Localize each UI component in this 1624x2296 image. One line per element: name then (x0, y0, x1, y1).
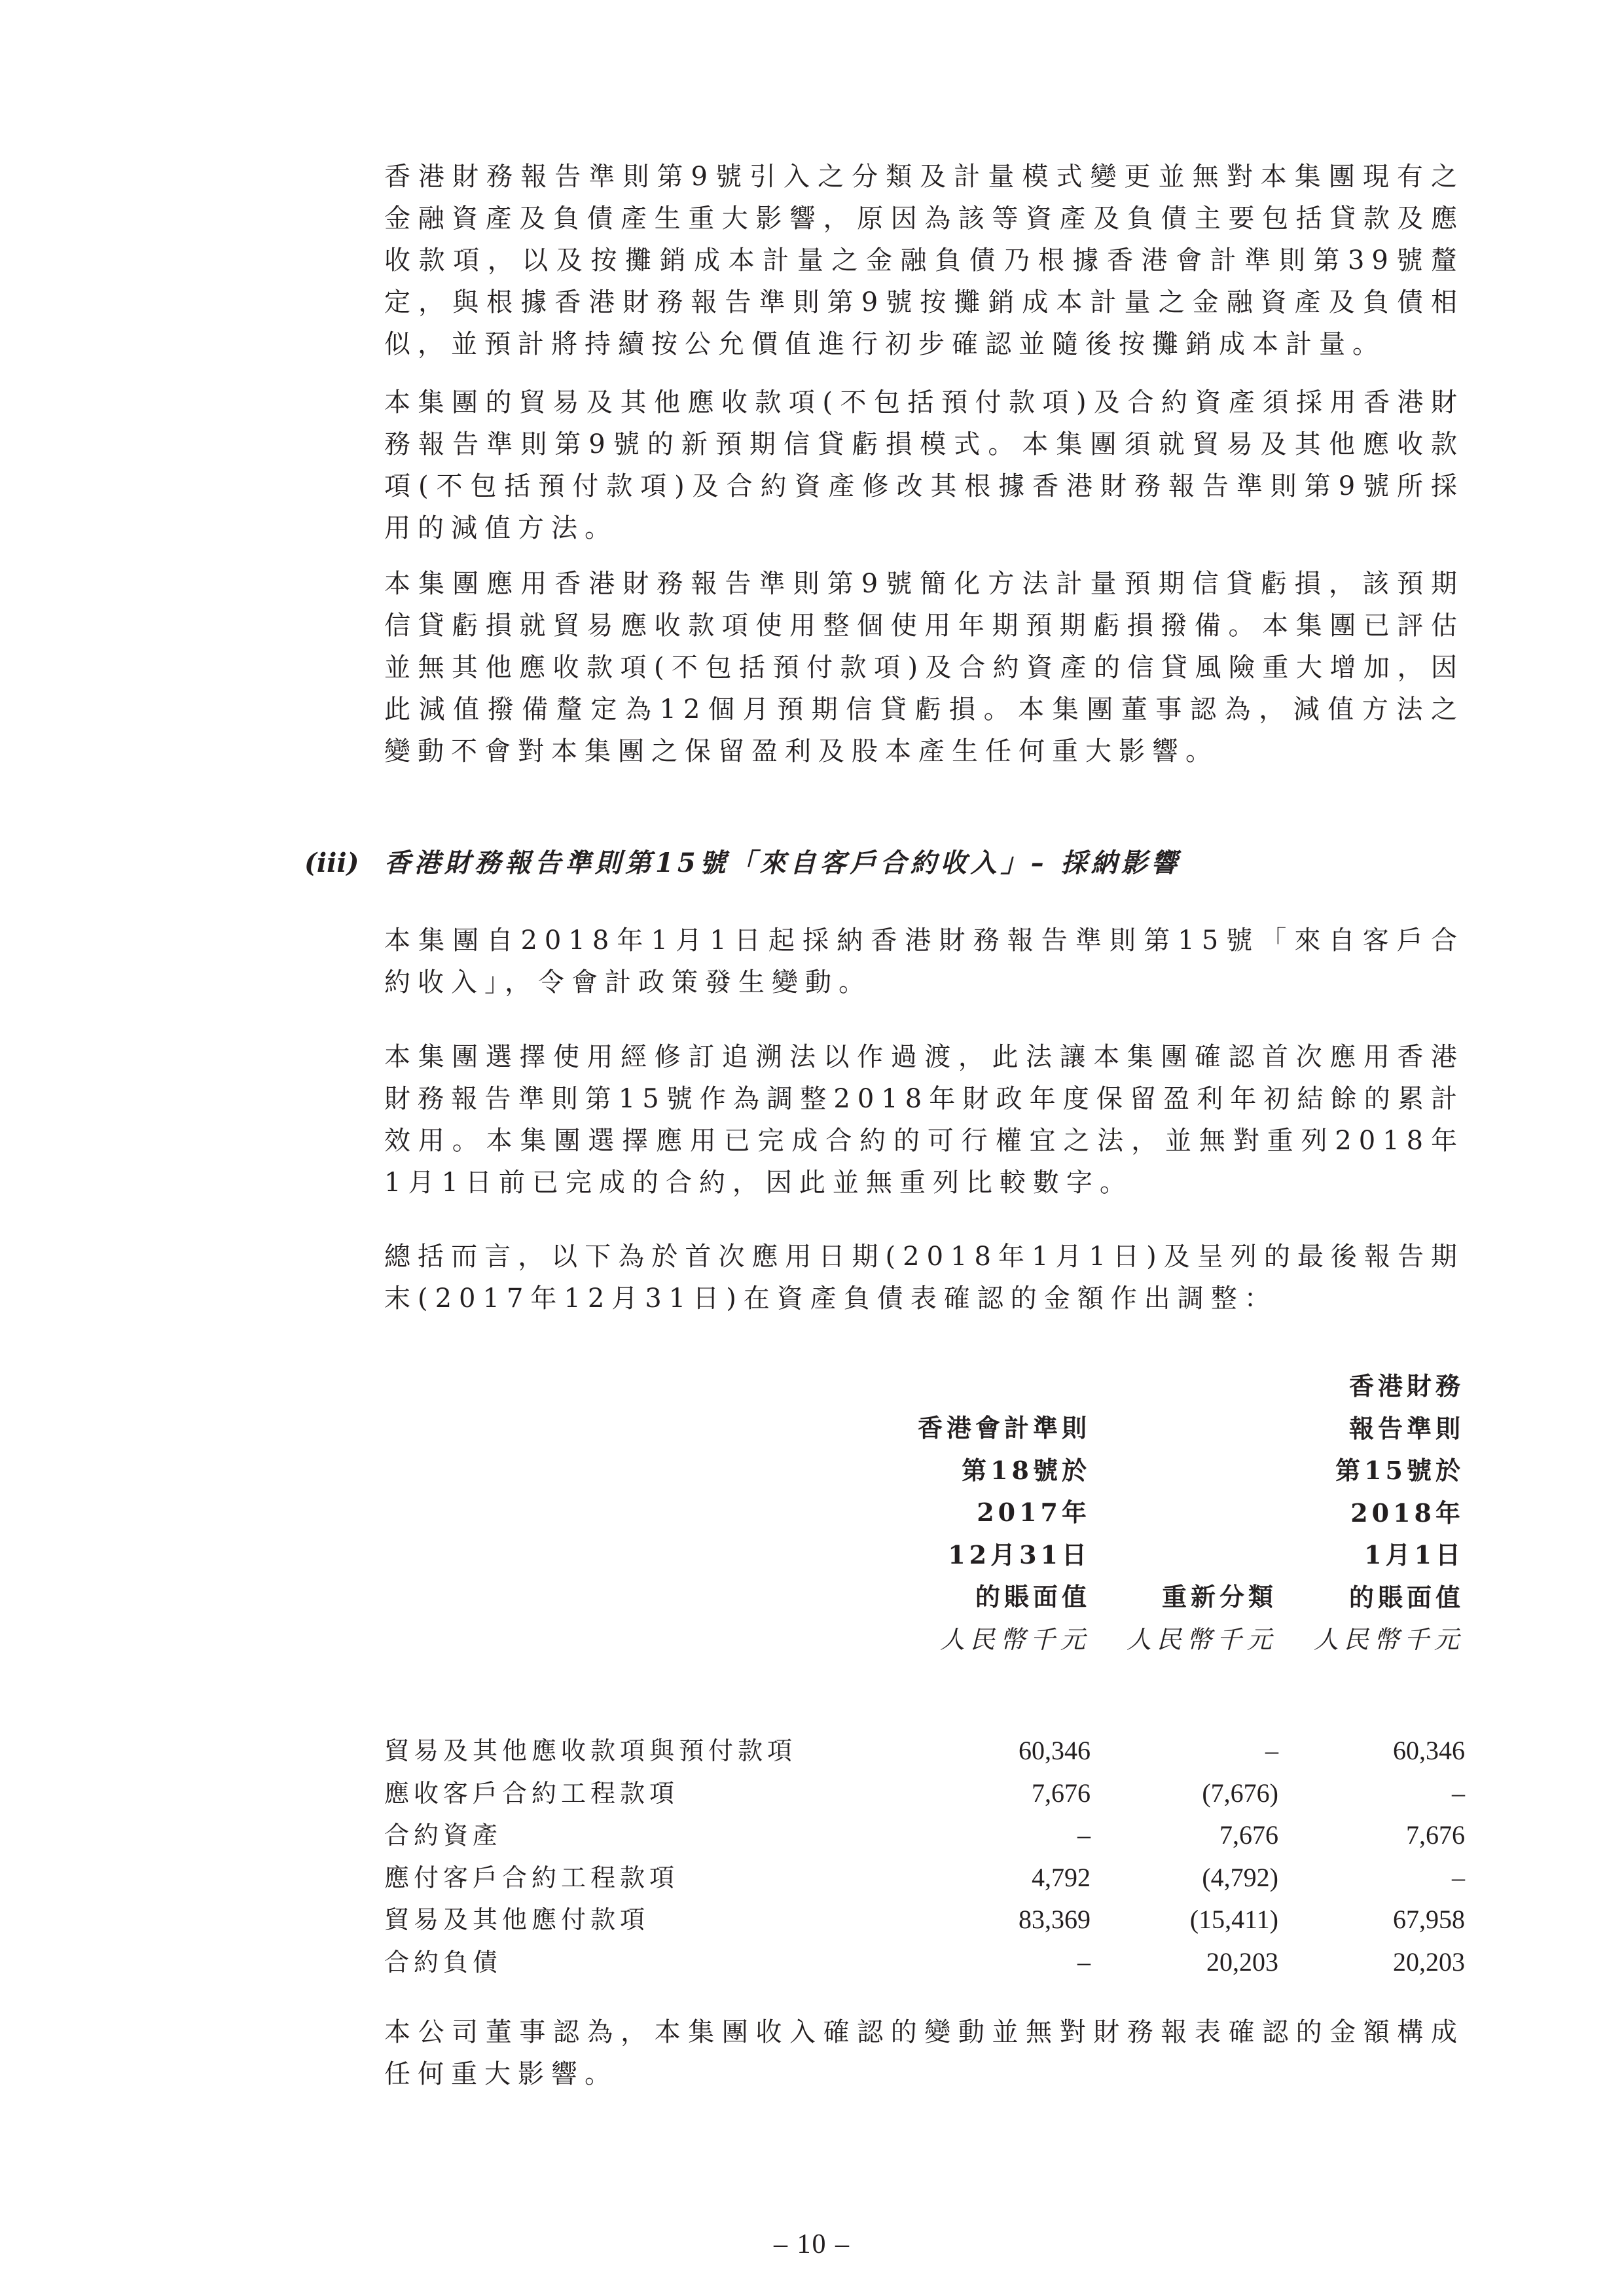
column-header-line: 第15號於 (1335, 1456, 1464, 1485)
row-label: 合約資產 (384, 1821, 503, 1850)
column-header-line: 重新分類 (1161, 1582, 1277, 1611)
paragraph-hkfrs9-classification: 香港財務報告準則第9號引入之分類及計量模式變更並無對本集團現有之金融資產及負債產生重大影響，原因為該等資產及負債主要包括貸款及應收款項，以及按攤銷成本計量之金融負債乃根據香港會計準則第39號釐定，與根據香港財務報告準則第9號按攤銷成本計量之金融資產及負債相似，並預計將持續按公允價值進行初步確認並隨後按攤銷成本計量。 (384, 162, 1464, 359)
column-header-line: 的賬面值 (1348, 1582, 1464, 1612)
column-header-line: 報告準則 (1348, 1413, 1464, 1443)
paragraph-adjustment-summary: 總括而言，以下為於首次應用日期(2018年1月1日)及呈列的最後報告期末(2017年12月31日)在資產負債表確認的金額作出調整： (384, 1242, 1464, 1314)
column-header-line: 1月1日 (1364, 1540, 1464, 1570)
section-title: 香港財務報告準則第15號「來自客戶合約收入」– 採納影響 (384, 848, 1182, 878)
row-label: 應收客戶合約工程款項 (384, 1778, 679, 1808)
paragraph-directors-opinion: 本公司董事認為，本集團收入確認的變動並無對財務報表確認的金額構成任何重大影響。 (384, 2017, 1464, 2089)
column-header-reclassification (1081, 1576, 1277, 1660)
column-header-line: 香港財務 (1348, 1371, 1464, 1401)
table-row (384, 1814, 1465, 1857)
table-row (384, 1899, 1465, 1941)
row-label: 貿易及其他應收款項與預付款項 (384, 1736, 797, 1765)
column-unit: 人民幣千元 (939, 1624, 1091, 1654)
cell-hkfrs15-value: 67,958 (1393, 1905, 1465, 1934)
page-number: – 10 – (774, 2229, 850, 2259)
cell-hkfrs15-value: – (1452, 1778, 1465, 1808)
row-label: 貿易及其他應付款項 (384, 1905, 650, 1934)
cell-hkfrs15-value: 7,676 (1406, 1820, 1465, 1850)
cell-hkfrs15-value: 60,346 (1393, 1736, 1465, 1765)
row-label: 合約負債 (384, 1947, 503, 1977)
row-label: 應付客戶合約工程款項 (384, 1863, 679, 1892)
section-number: (iii) (304, 848, 359, 878)
column-header-line: 2018年 (1350, 1498, 1464, 1528)
cell-hkas18-value: 83,369 (1019, 1905, 1091, 1934)
cell-hkas18-value: 60,346 (1019, 1736, 1091, 1765)
cell-reclassification-value: (15,411) (1189, 1905, 1278, 1934)
column-header-line: 第18號於 (962, 1455, 1091, 1485)
column-header-hkas18 (894, 1407, 1091, 1660)
column-header-line: 12月31日 (948, 1539, 1091, 1570)
column-header-line: 2017年 (977, 1498, 1091, 1527)
table-row (384, 1772, 1465, 1815)
section-heading (304, 842, 1182, 884)
cell-hkas18-value: 7,676 (1032, 1778, 1091, 1808)
table-row (384, 1857, 1465, 1899)
paragraph-expected-credit-loss-model: 本集團的貿易及其他應收款項(不包括預付款項)及合約資產須採用香港財務報告準則第9號的新預期信貸虧損模式。本集團須就貿易及其他應收款項(不包括預付款項)及合約資產修改其根據香港財務報告準則第9號所採用的減值方法。 (384, 387, 1464, 543)
paragraph-hkfrs15-adoption: 本集團自2018年1月1日起採納香港財務報告準則第15號「來自客戶合約收入」，令會計政策發生變動。 (384, 925, 1464, 997)
cell-reclassification-value: 7,676 (1219, 1820, 1278, 1850)
cell-reclassification-value: (7,676) (1202, 1778, 1278, 1808)
cell-reclassification-value: 20,203 (1206, 1946, 1278, 1977)
column-header-hkfrs15 (1268, 1365, 1464, 1661)
paragraph-modified-retrospective: 本集團選擇使用經修訂追溯法以作過渡，此法讓本集團確認首次應用香港財務報告準則第15號作為調整2018年財政年度保留盈利年初結餘的累計效用。本集團選擇應用已完成合約的可行權宜之法，並無對重列2018年1月1日前已完成的合約，因此並無重列比較數字。 (384, 1042, 1464, 1198)
cell-hkas18-value: 4,792 (1032, 1862, 1091, 1892)
table-row (384, 1941, 1465, 1984)
column-unit: 人民幣千元 (1126, 1624, 1277, 1654)
column-header-line: 的賬面值 (975, 1582, 1091, 1611)
column-header-line: 香港會計準則 (917, 1413, 1091, 1443)
column-unit: 人民幣千元 (1313, 1625, 1464, 1654)
cell-hkfrs15-value: 20,203 (1393, 1946, 1465, 1977)
cell-hkfrs15-value: – (1452, 1862, 1465, 1892)
cell-reclassification-value: (4,792) (1202, 1862, 1278, 1892)
table-row (384, 1730, 1465, 1772)
cell-reclassification-value: – (1265, 1736, 1278, 1765)
adjustment-table (384, 1730, 1465, 1983)
cell-hkas18-value: – (1077, 1820, 1091, 1850)
cell-hkas18-value: – (1077, 1946, 1091, 1977)
paragraph-simplified-approach: 本集團應用香港財務報告準則第9號簡化方法計量預期信貸虧損，該預期信貸虧損就貿易應收款項使用整個使用年期預期虧損撥備。本集團已評估並無其他應收款項(不包括預付款項)及合約資產的信貸風險重大增加，因此減值撥備釐定為12個月預期信貸虧損。本集團董事認為，減值方法之變動不會對本集團之保留盈利及股本產生任何重大影響。 (384, 569, 1464, 766)
